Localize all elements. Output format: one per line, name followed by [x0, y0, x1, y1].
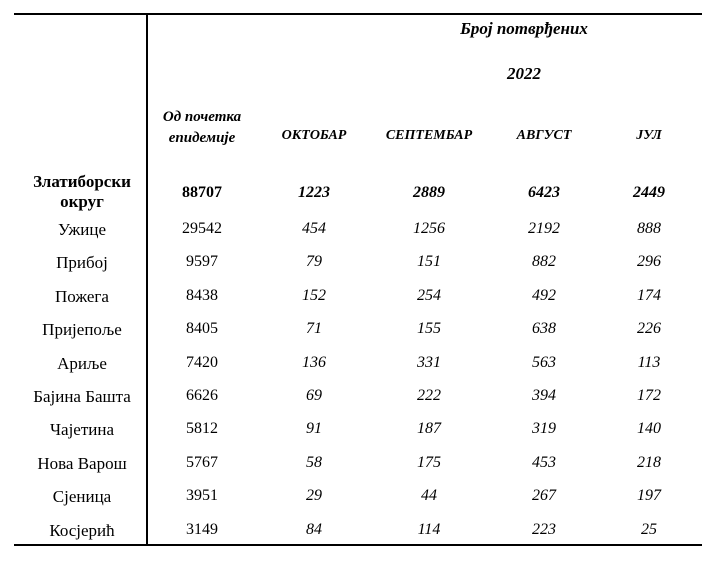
col-header-since-start: Од почетка епидемије [162, 109, 242, 146]
cell-since-start: 3951 [186, 487, 218, 504]
row-name: Сјеница [52, 487, 112, 506]
row-name: Ариље [57, 354, 107, 373]
cell-september: 151 [417, 253, 441, 270]
col-header-july: ЈУЛ [636, 128, 662, 143]
row-name: Златиборски округ [33, 172, 131, 211]
cell-july: 2449 [633, 184, 665, 201]
cell-october: 91 [306, 420, 322, 437]
table-row [14, 454, 702, 487]
row-name: Бајина Башта [33, 387, 131, 406]
cell-july: 140 [637, 420, 661, 437]
cell-october: 79 [306, 253, 322, 270]
cell-july: 888 [637, 220, 661, 237]
table-row [14, 387, 702, 420]
table-row [14, 253, 702, 286]
cell-since-start: 8405 [186, 320, 218, 337]
cell-september: 331 [417, 354, 441, 371]
row-name: Пожега [55, 287, 109, 306]
cell-september: 44 [421, 487, 437, 504]
cell-july: 218 [637, 454, 661, 471]
cell-october: 84 [306, 521, 322, 538]
cell-october: 29 [306, 487, 322, 504]
cell-august: 563 [532, 354, 556, 371]
cell-september: 2889 [413, 184, 445, 201]
col-header-august: АВГУСТ [516, 128, 572, 143]
cell-july: 296 [637, 253, 661, 270]
cell-august: 492 [532, 287, 556, 304]
cell-since-start: 9597 [186, 253, 218, 270]
col-header-october: ОКТОБАР [281, 128, 347, 143]
cell-july: 113 [637, 354, 661, 371]
cell-july: 226 [637, 320, 661, 337]
cell-october: 58 [306, 454, 322, 471]
cell-july: 174 [637, 287, 661, 304]
cell-october: 1223 [298, 184, 330, 201]
table-year: 2022 [507, 64, 541, 83]
cell-august: 453 [532, 454, 556, 471]
cell-august: 223 [532, 521, 556, 538]
row-name: Чајетина [49, 420, 115, 439]
table-row [14, 220, 702, 253]
cell-since-start: 6626 [186, 387, 218, 404]
table-row [14, 487, 702, 520]
cell-september: 1256 [413, 220, 445, 237]
cell-august: 6423 [528, 184, 560, 201]
cell-october: 454 [302, 220, 326, 237]
cell-since-start: 5812 [186, 420, 218, 437]
cell-august: 267 [532, 487, 556, 504]
cell-since-start: 88707 [182, 184, 222, 201]
cell-october: 69 [306, 387, 322, 404]
cell-september: 155 [417, 320, 441, 337]
cell-since-start: 29542 [182, 220, 222, 237]
table-row [14, 320, 702, 353]
cell-august: 2192 [528, 220, 560, 237]
cell-since-start: 7420 [186, 354, 218, 371]
col-header-september: СЕПТЕМБАР [385, 128, 473, 143]
table-title: Број потврђених [460, 19, 588, 38]
table-row [14, 420, 702, 453]
cell-since-start: 5767 [186, 454, 218, 471]
cell-september: 114 [417, 521, 441, 538]
cell-since-start: 8438 [186, 287, 218, 304]
cell-august: 882 [532, 253, 556, 270]
cell-august: 319 [532, 420, 556, 437]
table-row [14, 521, 702, 554]
cell-september: 187 [417, 420, 441, 437]
table-row [14, 287, 702, 320]
row-name: Прибој [56, 253, 108, 272]
row-name: Нова Варош [37, 454, 127, 473]
cell-july: 25 [641, 521, 657, 538]
cell-august: 394 [532, 387, 556, 404]
cell-october: 152 [302, 287, 326, 304]
cell-august: 638 [532, 320, 556, 337]
row-name: Пријепоље [42, 320, 122, 339]
cell-since-start: 3149 [186, 521, 218, 538]
cell-september: 254 [417, 287, 441, 304]
table-row-total [14, 172, 702, 211]
data-table [14, 13, 702, 546]
row-name: Косјерић [49, 521, 115, 540]
cell-september: 222 [417, 387, 441, 404]
row-name: Ужице [57, 220, 107, 239]
cell-october: 136 [302, 354, 326, 371]
cell-september: 175 [417, 454, 441, 471]
table-row [14, 354, 702, 387]
cell-october: 71 [306, 320, 322, 337]
cell-july: 172 [637, 387, 661, 404]
cell-july: 197 [637, 487, 661, 504]
